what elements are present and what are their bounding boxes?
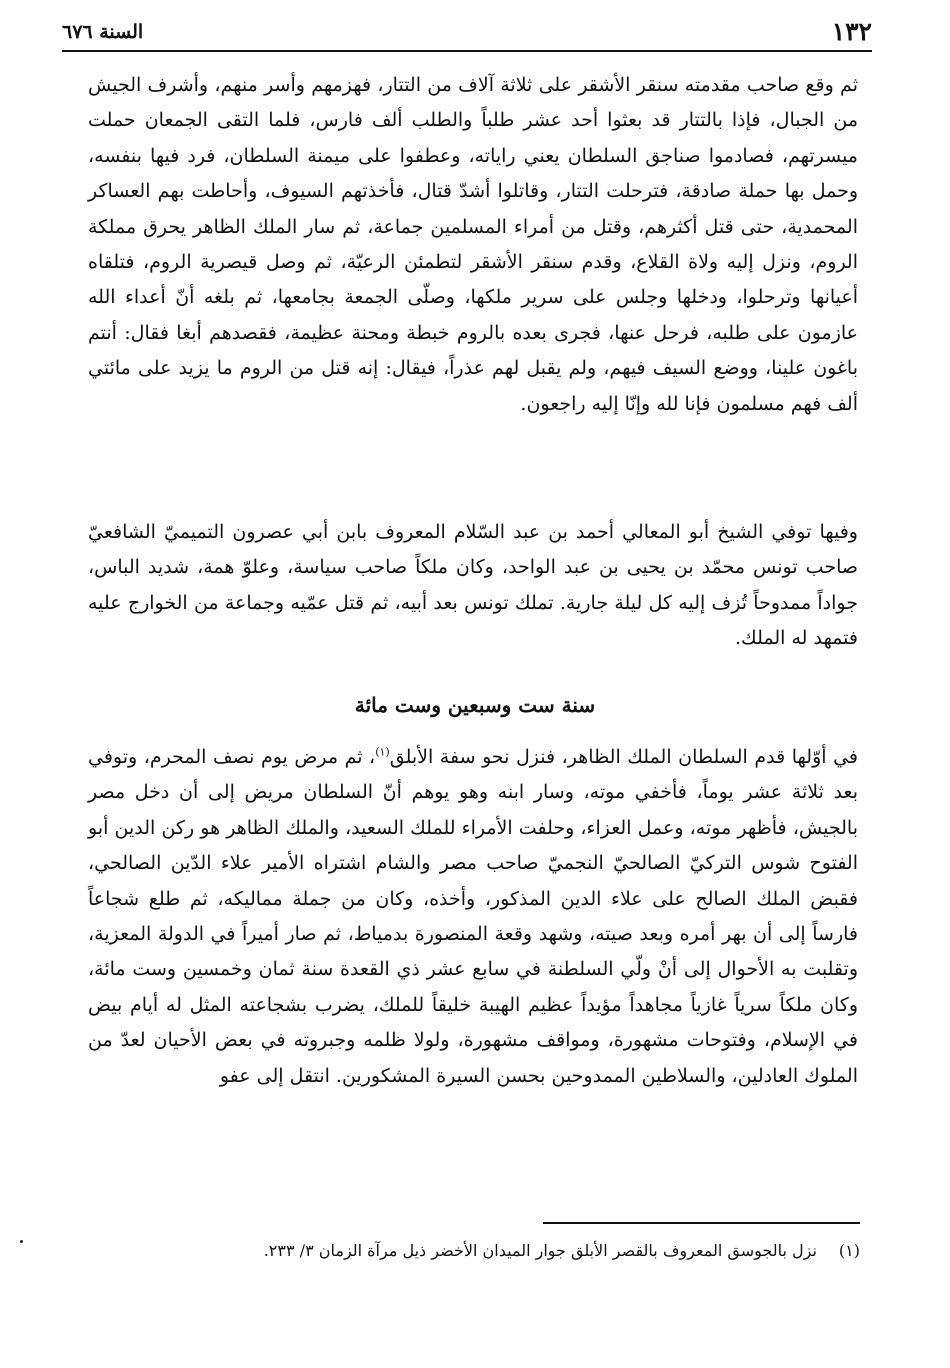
paragraph-text-rest: ، ثم مرض يوم نصف المحرم، وتوفي بعد ثلاثة عشر يوماً، فأخفي موته، وسار ابنه وهو يوهم أنّ السلطان مريض إلى أن دخل مصر بالجيش، فأظهر موته، وعمل العزاء، وحلفت الأمراء للملك السعيد، والملك الظاهر هو ركن الدين أبو الفتوح شوس التركيّ الصالحيّ النجميّ صاحب مصر والشام اشتراه الأمير علاء الدّين الصالحي، فقبض الملك الصالح على علاء الدين المذكور، وأخذه، وكان من جملة مماليكه، ثم طلع شجاعاً فارساً إلى أن بهر أمره وبعد صيته، وشهد وقعة المنصورة بدمياط، ثم صار أميراً في الدولة المعزية، وتقلبت به الأحوال إلى أنْ ولّي السلطنة في سابع عشر ذي القعدة سنة ثمان وخمسين وست مائة، وكان ملكاً سرياً غازياً مجاهداً مؤيداً عظيم الهيبة خليقاً للملك، يضرب بشجاعته المثل له أيام بيض في الإسلام، وفتوحات مشهورة، ومواقف مشهورة، ولولا ظلمه وجبروته في بعض الأحيان لعدّ من الملوك العادلين، والسلاطين الممدوحين بحسن السيرة المشكورين. انتقل إلى عفو: [88, 746, 858, 1087]
paragraph-year-676: [88, 740, 858, 1094]
footnote-reference[interactable]: (١): [375, 745, 390, 759]
footnote-text: نزل بالجوسق المعروف بالقصر الأبلق جوار الميدان الأخضر ذيل مرآة الزمان ٣/ ٢٣٣.: [263, 1241, 817, 1260]
page-header: [62, 14, 872, 52]
section-heading: سنة ست وسبعين وست مائة: [354, 693, 596, 717]
scan-speck: [20, 1240, 23, 1243]
paragraph-battle-account: ثم وقع صاحب مقدمته سنقر الأشقر على ثلاثة آلاف من التتار، فهزمهم وأسر منهم، وأشرف الجيش من الجبال، فإذا بالتتار قد بعثوا أحد عشر طلباً والطلب ألف فارس، فلما التقى الجمعان حملت ميسرتهم، فصادموا صناجق السلطان يعني راياته، وعطفوا على ميمنة السلطان، فرد فيها بنفسه، وحمل بها حملة صادقة، فترحلت التتار، وقاتلوا أشدّ قتال، فأخذتهم السيوف، وأحاطت بهم العساكر المحمدية، حتى قتل أكثرهم، وقتل من أمراء المسلمين جماعة، ثم سار الملك الظاهر يحرق مملكة الروم، ونزل إليه ولاة القلاع، وقدم سنقر الأشقر لتطمئن الرعيّة، ثم وصل قيصرية الروم، فتلقاه أعيانها وترحلوا، ودخلها وجلس على سرير ملكها، وصلّى الجمعة بجامعها، ثم بلغه أنّ أعداء الله عازمون على طلبه، فرحل عنها، فجرى بعده بالروم خبطة ومحنة عظيمة، فقصدهم أبغا فقال: أنتم باغون علينا، ووضع السيف فيهم، ولم يقبل لهم عذراً، فيقال: إنه قتل من الروم ما يزيد على مائتي ألف فهم مسلمون فإنا لله وإنّا إليه راجعون.: [88, 74, 858, 415]
footnote-divider: [543, 1222, 860, 1224]
running-title: السنة ٦٧٦: [62, 21, 144, 43]
footnote-number: (١): [838, 1241, 860, 1260]
paragraph-obituary: وفيها توفي الشيخ أبو المعالي أحمد بن عبد السّلام المعروف بابن أبي عصرون التميميّ الشافعيّ صاحب تونس محمّد بن يحيى بن عبد الواحد، وكان ملكاً صاحب سياسة، وعلوّ همة، شديد الباس، جواداً ممدوحاً تُزف إليه كل ليلة جارية. تملك تونس بعد أبيه، ثم قتل عمّيه وجماعة من الخوارج عليه فتمهد له الملك.: [88, 521, 858, 650]
footnote: [88, 1238, 860, 1264]
page-number: ١٣٢: [831, 17, 872, 46]
paragraph-text-start: في أوّلها قدم السلطان الملك الظاهر، فنزل نحو سفة الأبلق: [389, 746, 858, 768]
